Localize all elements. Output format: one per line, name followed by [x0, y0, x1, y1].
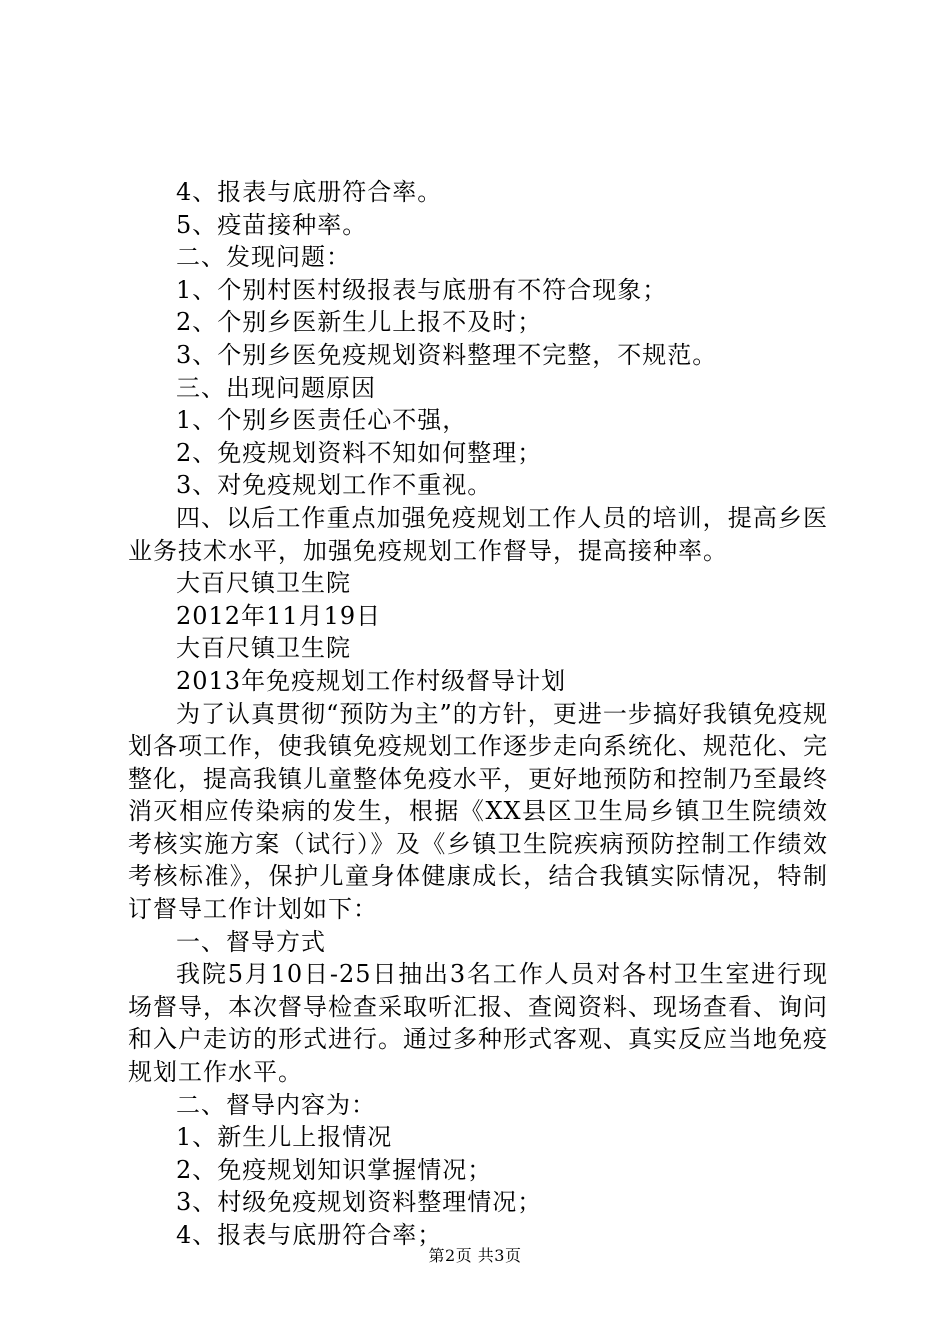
section-focus-paragraph: 四、以后工作重点加强免疫规划工作人员的培训，提高乡医业务技术水平，加强免疫规划工作督导，提高接种率。 — [128, 503, 828, 565]
paragraph-10: 3、对免疫规划工作不重视。 — [176, 471, 493, 500]
section-heading-content: 二、督导内容为： — [176, 1090, 376, 1119]
page-footer: 第2页 共3页 — [428, 1246, 522, 1265]
paragraph-5: 2、个别乡医新生儿上报不及时； — [176, 308, 543, 337]
paragraph-20: 1、新生儿上报情况 — [176, 1123, 393, 1152]
signature-org: 大百尺镇卫生院 — [176, 569, 351, 598]
paragraph-1: 4、报表与底册符合率。 — [176, 178, 443, 206]
paragraph-4: 1、个别村医村级报表与底册有不符合现象； — [176, 275, 668, 304]
paragraph-22: 3、村级免疫规划资料整理情况； — [176, 1188, 543, 1217]
paragraph-9: 2、免疫规划资料不知如何整理； — [176, 438, 543, 467]
paragraph-23: 4、报表与底册符合率； — [176, 1221, 443, 1249]
paragraph-2: 5、疫苗接种率。 — [176, 210, 368, 239]
paragraph-6: 3、个别乡医免疫规划资料整理不完整，不规范。 — [176, 340, 718, 369]
plan-title: 2013年免疫规划工作村级督导计划 — [176, 666, 567, 695]
plan-org: 大百尺镇卫生院 — [176, 634, 351, 663]
section-heading-causes: 三、出现问题原因 — [176, 373, 376, 402]
section-heading-method: 一、督导方式 — [176, 927, 326, 956]
section-heading-problems: 二、发现问题： — [176, 243, 351, 272]
plan-intro-paragraph: 为了认真贯彻“预防为主”的方针，更进一步搞好我镇免疫规划各项工作，使我镇免疫规划工作逐步走向系统化、规范化、完整化，提高我镇儿童整体免疫水平，更好地预防和控制乃至最终消灭相应传染病的发生，根据《XX县区卫生局乡镇卫生院绩效考核实施方案（试行）》及《乡镇卫生院疾病预防控制工作绩效考核标准》，保护儿童身体健康成长，结合我镇实际情况，特制订督导工作计划如下： — [128, 699, 828, 924]
document-body — [128, 176, 828, 1252]
signature-date: 2012年11月19日 — [176, 601, 382, 630]
paragraph-21: 2、免疫规划知识掌握情况； — [176, 1155, 493, 1184]
method-paragraph: 我院5月10日-25日抽出3名工作人员对各村卫生室进行现场督导，本次督导检查采取听汇报、查阅资料、现场查看、询问和入户走访的形式进行。通过多种形式客观、真实反应当地免疫规划工作水平。 — [128, 960, 828, 1087]
paragraph-8: 1、个别乡医责任心不强， — [176, 406, 468, 435]
